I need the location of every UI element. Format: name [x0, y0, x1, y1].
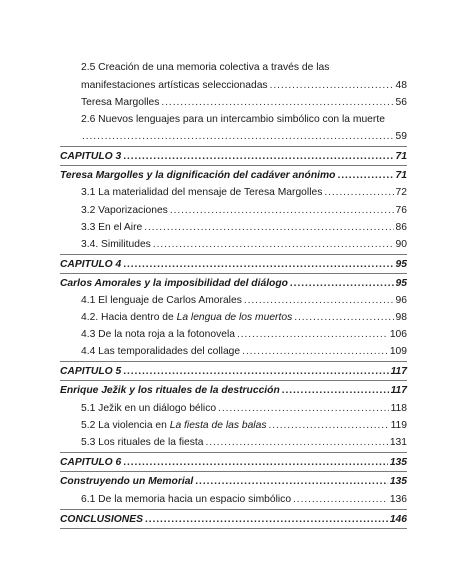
- toc-entry-5-1[interactable]: [81, 402, 407, 415]
- chapter-title: Carlos Amorales y la imposibilidad del diálogo: [60, 278, 288, 289]
- page-number: 135: [389, 457, 407, 468]
- divider: [60, 146, 407, 147]
- toc-entry-2-5-line1: [81, 61, 407, 74]
- toc-entry-text: 2.6 Nuevos lenguajes para un intercambio simbólico con la muerte: [81, 114, 385, 125]
- toc-chapter-4[interactable]: [60, 258, 407, 271]
- dot-leader: [337, 169, 393, 182]
- toc-entry-3-1[interactable]: [81, 186, 407, 199]
- page-number: 95: [395, 259, 407, 270]
- dot-leader: [242, 345, 388, 358]
- toc-entry-3-4[interactable]: [81, 238, 407, 251]
- chapter-label: CAPITULO 5: [60, 366, 122, 377]
- divider: [60, 471, 407, 472]
- page-number: 86: [395, 222, 407, 233]
- dot-leader: [161, 96, 393, 109]
- toc-entry-4-3[interactable]: [81, 328, 407, 341]
- dot-leader: [206, 436, 388, 449]
- chapter-title: Construyendo un Memorial: [60, 476, 194, 487]
- toc-entry-4-2[interactable]: [81, 311, 407, 324]
- toc-entry-3-2[interactable]: [81, 204, 407, 217]
- chapter-label: CAPITULO 6: [60, 457, 122, 468]
- dot-leader: [268, 419, 388, 432]
- dot-leader: [123, 365, 388, 378]
- chapter-label: CAPITULO 3: [60, 151, 122, 162]
- page-number: 71: [395, 170, 407, 181]
- page-number: 109: [389, 346, 407, 357]
- page-number: 59: [395, 131, 407, 142]
- dot-leader: [170, 204, 394, 217]
- page-number: 90: [395, 239, 407, 250]
- toc-entry-text: [81, 311, 293, 324]
- toc-entry-text: 6.1 De la memoria hacia un espacio simbólico: [81, 494, 292, 505]
- divider: [60, 165, 407, 166]
- toc-entry-text: 3.1 La materialidad del mensaje de Teresa Margolles: [81, 187, 323, 198]
- toc-chapter-3[interactable]: [60, 150, 407, 163]
- toc-entry-text: [81, 419, 267, 432]
- dot-leader: [290, 277, 394, 290]
- toc-entry-2-5[interactable]: [81, 79, 407, 92]
- dot-leader: [294, 311, 393, 324]
- dot-leader: [144, 221, 393, 234]
- divider: [60, 380, 407, 381]
- toc-entry-teresa-margolles[interactable]: [81, 96, 407, 109]
- page-number: 56: [395, 97, 407, 108]
- toc-entry-text: 3.4. Similitudes: [81, 239, 151, 250]
- toc-entry-text: manifestaciones artísticas seleccionadas: [81, 80, 268, 91]
- toc-entry-6-1[interactable]: [81, 493, 407, 506]
- page-number: 71: [395, 151, 407, 162]
- page-number: 76: [395, 205, 407, 216]
- page-number: 118: [390, 403, 407, 414]
- chapter-label: CAPITULO 4: [60, 259, 122, 270]
- page-number: 48: [395, 80, 407, 91]
- page-number: 136: [389, 494, 407, 505]
- dot-leader: [237, 328, 388, 341]
- toc-conclusions[interactable]: [60, 513, 407, 526]
- toc-chapter-5-title[interactable]: [60, 384, 407, 397]
- toc-chapter-4-title[interactable]: [60, 277, 407, 290]
- toc-entry-2-6[interactable]: [81, 130, 407, 143]
- dot-leader: [123, 258, 393, 271]
- toc-entry-text: Teresa Margolles: [81, 97, 160, 108]
- page-number: 131: [389, 437, 407, 448]
- dot-leader: [270, 79, 394, 92]
- divider: [60, 452, 407, 453]
- toc-entry-text: 3.3 En el Aire: [81, 222, 143, 233]
- page-number: 146: [389, 514, 407, 525]
- toc-entry-text: 2.5 Creación de una memoria colectiva a través de las: [81, 62, 330, 73]
- toc-entry-italic-title: La lengua de los muertos: [176, 312, 293, 323]
- page-number: 135: [389, 476, 407, 487]
- divider: [60, 254, 407, 255]
- dot-leader: [82, 130, 394, 143]
- toc-chapter-5[interactable]: [60, 365, 407, 378]
- toc-entry-2-6-line1: [81, 113, 411, 126]
- toc-entry-3-3[interactable]: [81, 221, 407, 234]
- toc-entry-text: 4.1 El lenguaje de Carlos Amorales: [81, 295, 242, 306]
- page-number: 72: [395, 187, 407, 198]
- dot-leader: [153, 238, 394, 251]
- dot-leader: [282, 384, 389, 397]
- toc-entry-text: 5.1 Ježik en un diálogo bélico: [81, 403, 217, 414]
- dot-leader: [195, 475, 388, 488]
- dot-leader: [218, 402, 388, 415]
- page-number: 117: [390, 385, 407, 396]
- toc-entry-text: 4.3 De la nota roja a la fotonovela: [81, 329, 235, 340]
- chapter-title: Teresa Margolles y la dignificación del cadáver anónimo: [60, 170, 336, 181]
- page-number: 96: [395, 295, 407, 306]
- toc-entry-text-prefix: 5.2 La violencia en: [81, 420, 170, 431]
- toc-entry-text: 5.3 Los rituales de la fiesta: [81, 437, 204, 448]
- dot-leader: [145, 513, 388, 526]
- divider: [60, 528, 407, 529]
- toc-entry-text-prefix: 4.2. Hacia dentro de: [81, 312, 177, 323]
- toc-entry-5-2[interactable]: [81, 419, 407, 432]
- dot-leader: [244, 294, 394, 307]
- divider: [60, 509, 407, 510]
- page-number: 117: [390, 366, 407, 377]
- toc-entry-italic-title: La fiesta de las balas: [169, 420, 267, 431]
- toc-entry-5-3[interactable]: [81, 436, 407, 449]
- chapter-title: Enrique Ježik y los rituales de la destrucción: [60, 385, 280, 396]
- chapter-label: CONCLUSIONES: [60, 514, 143, 525]
- dot-leader: [293, 493, 388, 506]
- toc-entry-text: 4.4 Las temporalidades del collage: [81, 346, 241, 357]
- divider: [60, 273, 407, 274]
- dot-leader: [324, 186, 393, 199]
- toc-chapter-6-title[interactable]: [60, 475, 407, 488]
- divider: [60, 361, 407, 362]
- toc-chapter-3-title[interactable]: [60, 169, 407, 182]
- toc-entry-4-4[interactable]: [81, 345, 407, 358]
- page-number: 95: [395, 278, 407, 289]
- page-number: 98: [395, 312, 407, 323]
- page-number: 106: [389, 329, 407, 340]
- toc-chapter-6[interactable]: [60, 456, 407, 469]
- dot-leader: [123, 150, 393, 163]
- toc-entry-4-1[interactable]: [81, 294, 407, 307]
- page-number: 119: [390, 420, 407, 431]
- dot-leader: [123, 456, 388, 469]
- toc-entry-text: 3.2 Vaporizaciones: [81, 205, 168, 216]
